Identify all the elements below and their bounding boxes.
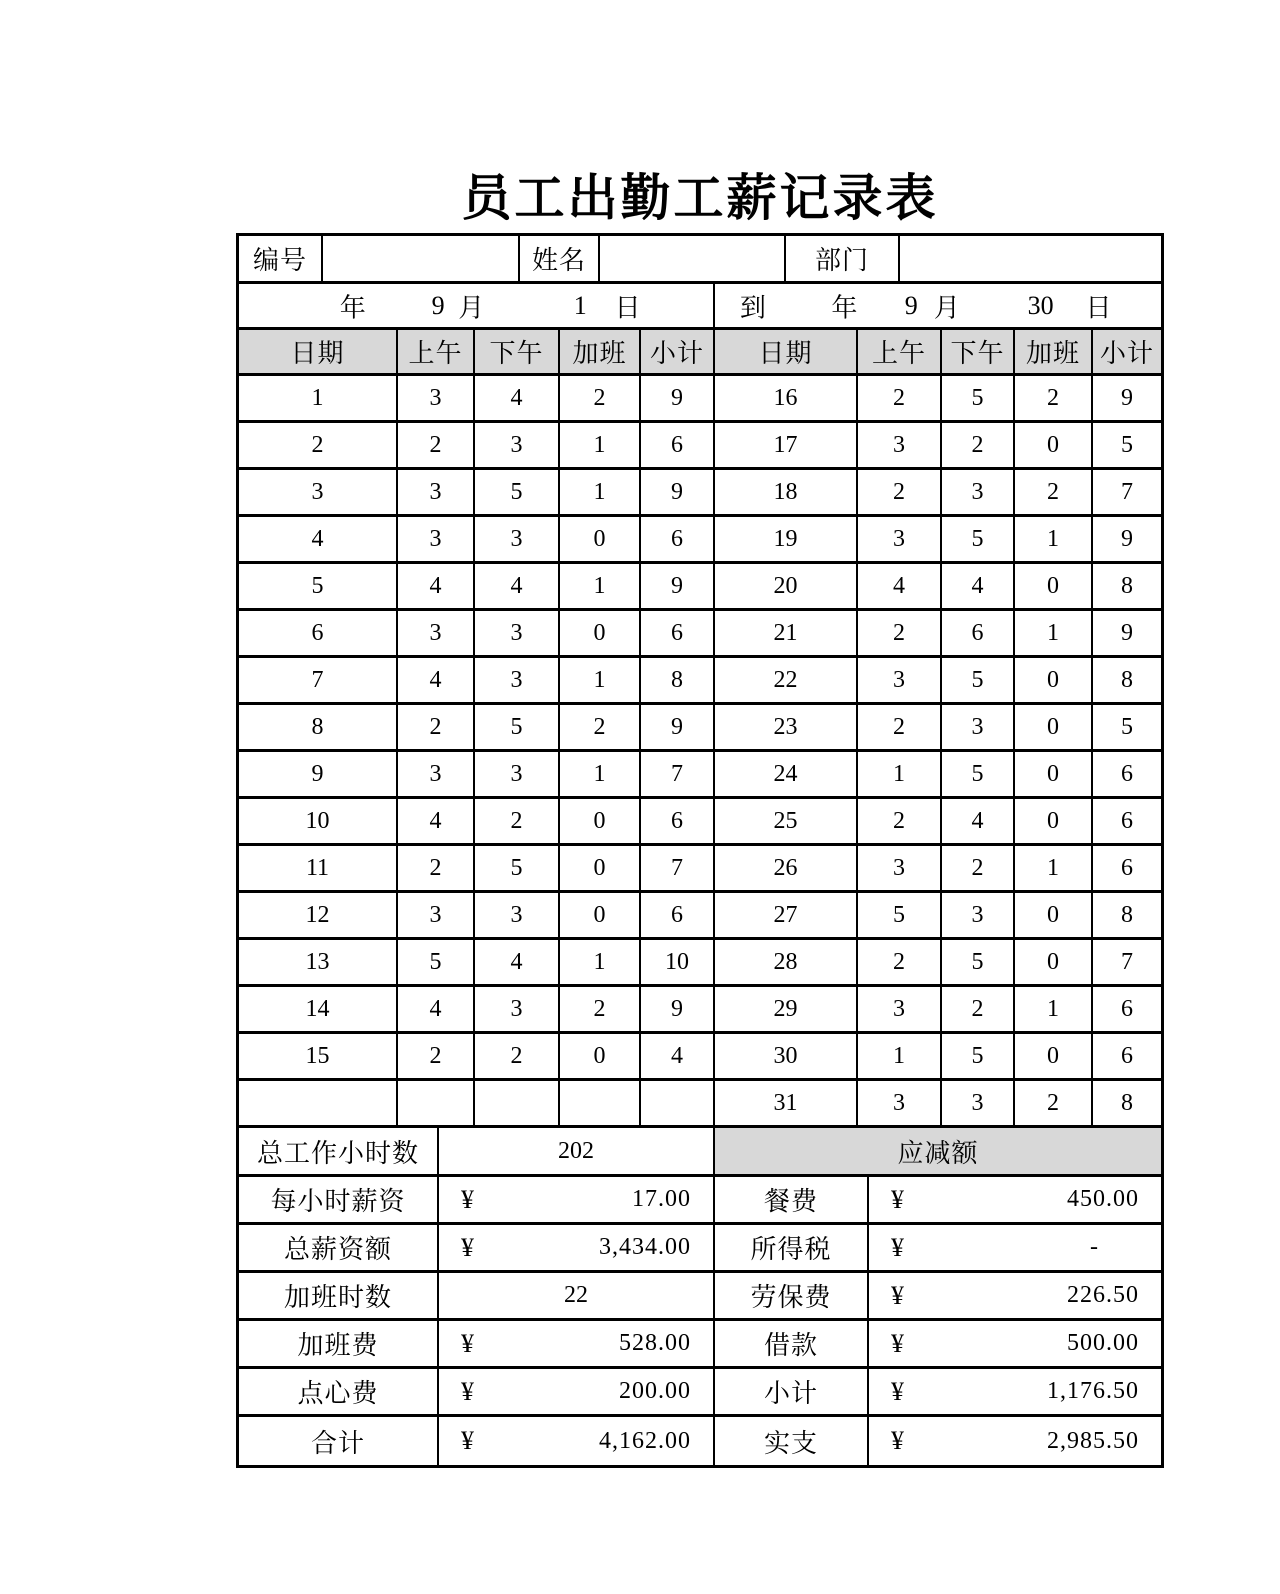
attendance-cell: 2 [475,799,560,846]
col-header-am-right: 上午 [858,330,942,376]
attendance-cell: 3 [398,376,475,423]
amount: 528.00 [619,1330,691,1356]
total-hours-label: 总工作小时数 [239,1128,439,1177]
attendance-row [239,893,1161,940]
summary-label-left: 每小时薪资 [239,1177,439,1225]
attendance-row [239,940,1161,987]
attendance-cell: 3 [858,423,942,470]
attendance-cell: 1 [1015,987,1093,1034]
summary-value-left [439,1417,715,1465]
attendance-payroll-form [236,233,1164,1468]
amount: 450.00 [1067,1186,1139,1212]
period-end-month: 9 [904,290,918,320]
attendance-cell: 0 [1015,658,1093,705]
attendance-cell: 3 [475,987,560,1034]
page-title: 员工出勤工薪记录表 [461,170,939,226]
attendance-cell: 2 [560,376,641,423]
summary-row [239,1177,1161,1225]
attendance-cell: 3 [475,752,560,799]
attendance-cell [239,1081,398,1128]
attendance-cell: 10 [239,799,398,846]
attendance-cell: 3 [475,423,560,470]
attendance-cell: 6 [1093,987,1161,1034]
attendance-cell: 6 [239,611,398,658]
attendance-cell: 4 [398,564,475,611]
attendance-cell: 0 [560,611,641,658]
attendance-cell: 1 [858,1034,942,1081]
attendance-row [239,376,1161,423]
attendance-cell: 2 [942,423,1015,470]
attendance-cell: 20 [715,564,858,611]
attendance-cell: 5 [475,846,560,893]
attendance-cell: 2 [475,1034,560,1081]
attendance-cell: 3 [475,658,560,705]
attendance-cell [475,1081,560,1128]
summary-value-left: 22 [439,1273,715,1321]
attendance-cell: 8 [1093,893,1161,940]
attendance-cell: 2 [1015,1081,1093,1128]
attendance-cell: 6 [641,517,715,564]
summary-label-right: 所得税 [715,1225,869,1273]
attendance-cell: 4 [398,658,475,705]
attendance-cell: 4 [475,940,560,987]
attendance-cell: 0 [560,846,641,893]
attendance-cell: 2 [398,846,475,893]
col-header-pm-right: 下午 [942,330,1015,376]
attendance-cell: 3 [475,893,560,940]
attendance-cell: 6 [641,893,715,940]
attendance-row [239,846,1161,893]
attendance-cell: 6 [1093,846,1161,893]
attendance-cell: 3 [942,705,1015,752]
attendance-cell: 18 [715,470,858,517]
summary-value-left [439,1369,715,1417]
attendance-cell: 3 [942,470,1015,517]
attendance-cell: 3 [858,1081,942,1128]
attendance-cell: 4 [398,987,475,1034]
attendance-cell: 1 [560,423,641,470]
amount: 1,176.50 [1047,1378,1139,1404]
deductions-header: 应减额 [715,1128,1161,1177]
period-start-month: 9 [431,290,445,320]
currency-symbol: ¥ [891,1328,904,1358]
summary-label-left: 合计 [239,1417,439,1465]
attendance-cell: 4 [641,1034,715,1081]
attendance-cell: 0 [1015,799,1093,846]
period-end [715,284,1161,330]
attendance-cell [641,1081,715,1128]
attendance-cell: 1 [858,752,942,799]
attendance-cell: 9 [641,564,715,611]
attendance-cell: 2 [858,940,942,987]
summary-row [239,1273,1161,1321]
col-header-subtotal-right: 小计 [1093,330,1161,376]
summary-label-left: 总薪资额 [239,1225,439,1273]
summary-label-right: 实支 [715,1417,869,1465]
attendance-cell: 9 [641,470,715,517]
attendance-cell: 4 [942,799,1015,846]
summary-row [239,1417,1161,1465]
attendance-cell: 3 [858,658,942,705]
amount: 200.00 [619,1378,691,1404]
attendance-cell: 4 [398,799,475,846]
currency-symbol: ¥ [461,1426,474,1455]
summary-label-left: 加班时数 [239,1273,439,1321]
attendance-cell: 3 [858,517,942,564]
attendance-cell: 0 [1015,1034,1093,1081]
attendance-cell: 4 [475,376,560,423]
period-row [239,284,1161,330]
attendance-cell: 1 [1015,611,1093,658]
attendance-cell: 2 [942,987,1015,1034]
attendance-cell: 25 [715,799,858,846]
attendance-row [239,799,1161,846]
attendance-cell: 0 [560,799,641,846]
attendance-cell: 7 [1093,470,1161,517]
amount: 3,434.00 [599,1234,691,1260]
department-field[interactable] [900,236,1161,284]
attendance-cell: 21 [715,611,858,658]
attendance-cell [560,1081,641,1128]
attendance-cell: 22 [715,658,858,705]
attendance-cell: 9 [1093,611,1161,658]
attendance-cell: 9 [1093,517,1161,564]
attendance-cell: 4 [475,564,560,611]
attendance-cell: 2 [398,705,475,752]
attendance-cell: 9 [641,705,715,752]
attendance-cell: 3 [398,752,475,799]
attendance-cell: 28 [715,940,858,987]
attendance-cell: 1 [560,564,641,611]
col-header-overtime-left: 加班 [560,330,641,376]
attendance-row [239,470,1161,517]
attendance-cell: 0 [1015,940,1093,987]
amount: 226.50 [1067,1282,1139,1308]
col-header-subtotal-left: 小计 [641,330,715,376]
attendance-cell: 6 [641,611,715,658]
attendance-cell: 1 [560,940,641,987]
info-row [239,236,1161,284]
summary-value-left [439,1177,715,1225]
attendance-cell: 3 [942,893,1015,940]
attendance-cell: 1 [560,470,641,517]
currency-symbol: ¥ [461,1232,474,1262]
attendance-cell: 5 [858,893,942,940]
summary-label-left: 点心费 [239,1369,439,1417]
attendance-cell: 8 [1093,1081,1161,1128]
attendance-cell: 2 [858,470,942,517]
summary-value-right [869,1417,1161,1465]
col-header-overtime-right: 加班 [1015,330,1093,376]
amount: 500.00 [1067,1330,1139,1356]
col-header-pm-left: 下午 [475,330,560,376]
attendance-cell: 4 [858,564,942,611]
attendance-cell: 3 [942,1081,1015,1128]
attendance-cell: 2 [1015,470,1093,517]
attendance-row [239,987,1161,1034]
attendance-cell: 3 [398,893,475,940]
currency-symbol: ¥ [891,1280,904,1310]
attendance-cell: 2 [239,423,398,470]
attendance-cell: 8 [239,705,398,752]
col-header-date-left: 日期 [239,330,398,376]
attendance-cell: 17 [715,423,858,470]
attendance-cell: 0 [1015,752,1093,799]
attendance-cell: 2 [942,846,1015,893]
attendance-cell: 0 [560,893,641,940]
summary-label-right: 餐费 [715,1177,869,1225]
summary-value-right [869,1321,1161,1369]
currency-symbol: ¥ [891,1184,904,1214]
period-end-year-suffix: 年 [831,293,858,322]
summary-value-left [439,1225,715,1273]
attendance-cell: 5 [942,658,1015,705]
summary-body [239,1177,1161,1465]
currency-symbol: ¥ [461,1376,474,1406]
col-header-date-right: 日期 [715,330,858,376]
attendance-cell: 7 [1093,940,1161,987]
summary-value-left [439,1321,715,1369]
attendance-cell: 29 [715,987,858,1034]
attendance-cell: 0 [560,517,641,564]
attendance-cell: 8 [641,658,715,705]
attendance-cell: 10 [641,940,715,987]
attendance-cell: 3 [858,846,942,893]
attendance-row [239,1034,1161,1081]
attendance-cell: 3 [398,611,475,658]
summary-label-right: 劳保费 [715,1273,869,1321]
currency-symbol: ¥ [461,1328,474,1358]
attendance-cell: 2 [858,705,942,752]
attendance-cell: 6 [641,423,715,470]
attendance-cell: 6 [1093,752,1161,799]
attendance-cell: 3 [475,517,560,564]
attendance-cell: 2 [560,705,641,752]
attendance-cell: 1 [560,658,641,705]
period-start-month-suffix: 月 [458,293,485,322]
attendance-cell: 19 [715,517,858,564]
attendance-cell: 5 [942,517,1015,564]
total-hours-value: 202 [439,1128,715,1177]
attendance-cell: 3 [398,517,475,564]
attendance-cell: 1 [1015,517,1093,564]
attendance-cell: 3 [858,987,942,1034]
summary-label-left: 加班费 [239,1321,439,1369]
attendance-cell: 27 [715,893,858,940]
period-to-label: 到 [739,293,766,322]
summary-row [239,1369,1161,1417]
attendance-cell: 1 [239,376,398,423]
department-label: 部门 [786,236,900,284]
attendance-cell: 3 [398,470,475,517]
attendance-cell: 5 [942,752,1015,799]
currency-symbol: ¥ [461,1184,474,1214]
attendance-cell: 2 [560,987,641,1034]
attendance-cell: 15 [239,1034,398,1081]
attendance-cell: 16 [715,376,858,423]
currency-symbol: ¥ [891,1376,904,1406]
summary-value-right [869,1177,1161,1225]
period-start [239,284,715,330]
attendance-cell: 9 [239,752,398,799]
currency-symbol: ¥ [891,1426,904,1455]
attendance-cell: 7 [641,846,715,893]
attendance-cell: 7 [239,658,398,705]
attendance-cell: 2 [858,799,942,846]
period-start-day-suffix: 日 [614,293,641,322]
attendance-cell: 9 [641,376,715,423]
attendance-cell: 5 [1093,705,1161,752]
summary-value-right [869,1273,1161,1321]
summary-label-right: 借款 [715,1321,869,1369]
attendance-cell: 5 [942,940,1015,987]
attendance-cell: 2 [1015,376,1093,423]
attendance-cell: 13 [239,940,398,987]
attendance-cell: 2 [858,611,942,658]
col-header-am-left: 上午 [398,330,475,376]
attendance-cell: 6 [1093,799,1161,846]
attendance-row [239,658,1161,705]
attendance-row [239,564,1161,611]
summary-row [239,1321,1161,1369]
attendance-cell [398,1081,475,1128]
attendance-cell: 9 [1093,376,1161,423]
attendance-row [239,1081,1161,1128]
attendance-cell: 3 [239,470,398,517]
attendance-header-row [239,330,1161,376]
attendance-cell: 2 [398,423,475,470]
period-start-day: 1 [573,290,587,320]
attendance-cell: 5 [1093,423,1161,470]
summary-row [239,1225,1161,1273]
attendance-row [239,517,1161,564]
attendance-cell: 12 [239,893,398,940]
attendance-cell: 8 [1093,658,1161,705]
attendance-body [239,376,1161,1128]
summary-value-right [869,1225,1161,1273]
period-end-day: 30 [1027,290,1054,320]
attendance-cell: 11 [239,846,398,893]
attendance-cell: 5 [398,940,475,987]
summary-label-right: 小计 [715,1369,869,1417]
employee-name-label: 姓名 [520,236,600,284]
attendance-cell: 0 [1015,705,1093,752]
attendance-cell: 5 [475,470,560,517]
attendance-row [239,752,1161,799]
attendance-cell: 2 [858,376,942,423]
attendance-cell: 0 [560,1034,641,1081]
attendance-cell: 5 [239,564,398,611]
totals-row [239,1128,1161,1177]
attendance-cell: 0 [1015,423,1093,470]
amount: 2,985.50 [1047,1427,1139,1454]
attendance-row [239,611,1161,658]
attendance-cell: 5 [942,376,1015,423]
period-end-day-suffix: 日 [1085,293,1112,322]
attendance-row [239,423,1161,470]
period-end-month-suffix: 月 [933,293,960,322]
attendance-cell: 4 [239,517,398,564]
employee-id-label: 编号 [239,236,323,284]
attendance-cell: 1 [1015,846,1093,893]
attendance-cell: 31 [715,1081,858,1128]
attendance-cell: 0 [1015,564,1093,611]
attendance-cell: 6 [942,611,1015,658]
attendance-cell: 4 [942,564,1015,611]
attendance-cell: 8 [1093,564,1161,611]
employee-name-field[interactable] [600,236,786,284]
attendance-cell: 6 [1093,1034,1161,1081]
attendance-cell: 23 [715,705,858,752]
attendance-cell: 2 [398,1034,475,1081]
attendance-cell: 3 [475,611,560,658]
amount: 4,162.00 [599,1427,691,1454]
attendance-cell: 6 [641,799,715,846]
currency-symbol: ¥ [891,1232,904,1262]
attendance-cell: 7 [641,752,715,799]
summary-value-right [869,1369,1161,1417]
attendance-cell: 5 [475,705,560,752]
attendance-cell: 5 [942,1034,1015,1081]
attendance-cell: 9 [641,987,715,1034]
attendance-cell: 30 [715,1034,858,1081]
attendance-row [239,705,1161,752]
employee-id-field[interactable] [323,236,520,284]
attendance-cell: 1 [560,752,641,799]
attendance-cell: 26 [715,846,858,893]
period-start-year-suffix: 年 [339,293,366,322]
attendance-cell: 14 [239,987,398,1034]
amount: - [1090,1234,1099,1260]
attendance-cell: 0 [1015,893,1093,940]
attendance-cell: 24 [715,752,858,799]
amount: 17.00 [632,1186,691,1212]
